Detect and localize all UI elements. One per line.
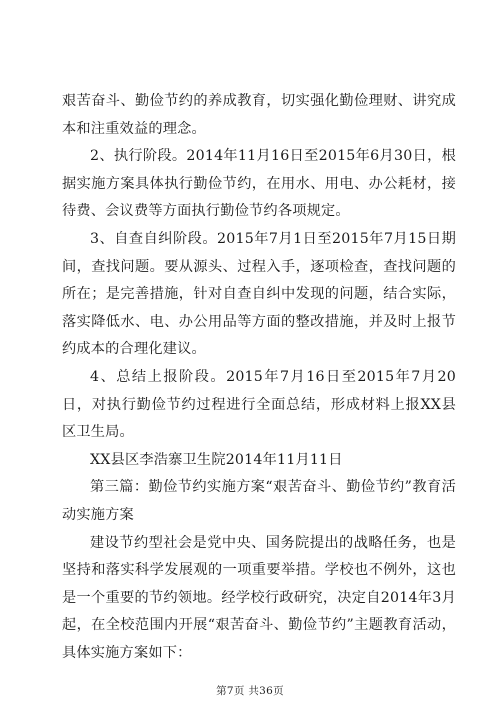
paragraph-execution-stage: 2、执行阶段。2014年11月16日至2015年6月30日，根据实施方案具体执行勤俭节约，在用水、用电、办公耗材，接待费、会议费等方面执行勤俭节约各项规定。 [62,148,456,220]
paragraph-summary-stage: 4、总结上报阶段。2015年7月16日至2015年7月20日，对执行勤俭节约过程进行全面总结，形成材料上报XX县区卫生局。 [62,368,456,441]
page-number-footer: 第7页 共36页 [216,685,284,697]
document-body [62,88,456,667]
paragraph-continuation: 艰苦奋斗、勤俭节约的养成教育，切实强化勤俭理财、讲究成本和注重效益的理念。 [62,93,456,137]
paragraph-self-inspection-stage: 3、自查自纠阶段。2015年7月1日至2015年7月15日期间，查找问题。要从源头、过程入手，逐项检查，查找问题的所在；是完善措施，针对自查自纠中发现的问题，结合实际，落实降低水、电、办公用品等方面的整改措施，并及时上报节约成本的合理化建议。 [62,230,456,358]
paragraph-signature-date: XX县区李浩寨卫生院2014年11月11日 [90,451,343,468]
paragraph-intro: 建设节约型社会是党中央、国务院提出的战略任务，也是坚持和落实科学发展观的一项重要举措。学校也不例外，这也是一个重要的节约领地。经学校行政研究，决定自2014年3月起，在全校范围内开展“艰苦奋斗、勤俭节约”主题教育活动，具体实施方案如下： [62,534,456,661]
section-heading-part-three: 第三篇：勤俭节约实施方案“艰苦奋斗、勤俭节约”教育活动实施方案 [62,479,456,523]
